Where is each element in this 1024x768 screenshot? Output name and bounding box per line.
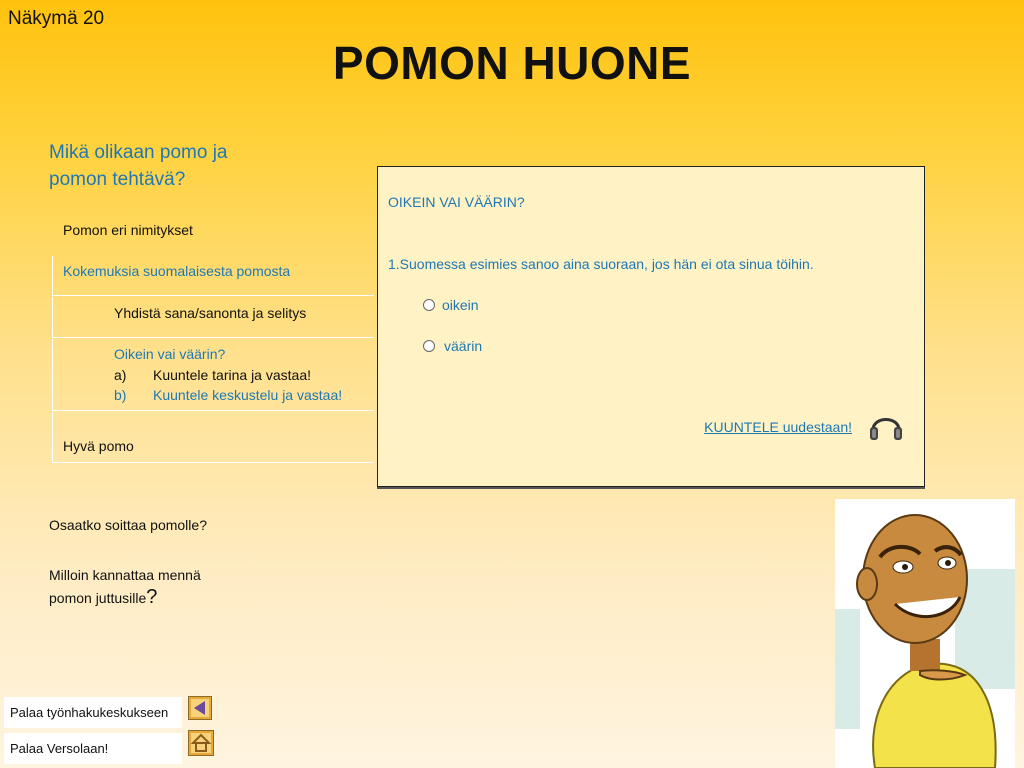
- home-icon[interactable]: [188, 730, 212, 754]
- page-title: POMON HUONE: [332, 37, 692, 89]
- headphones-icon[interactable]: [867, 408, 905, 444]
- view-number: Näkymä 20: [8, 8, 105, 29]
- sub-item-dialogue[interactable]: [114, 387, 343, 403]
- sub-item-marker: a): [114, 367, 127, 383]
- menu-item-label: Oikein vai väärin?: [114, 346, 226, 362]
- sub-item-label: Kuuntele keskustelu ja vastaa!: [153, 387, 343, 403]
- back-to-versola-link[interactable]: Palaa Versolaan!: [4, 733, 182, 764]
- menu-item-match-words[interactable]: [52, 297, 374, 338]
- when-visit-boss-question[interactable]: [49, 564, 201, 609]
- intro-line-1: Mikä olikaan pomo ja: [49, 142, 228, 163]
- menu-item-experiences[interactable]: [52, 256, 374, 296]
- quiz-panel: [377, 166, 925, 487]
- question-mark: ?: [146, 586, 158, 608]
- sub-item-label: Kuuntele tarina ja vastaa!: [153, 367, 311, 383]
- boss-illustration: [835, 499, 1015, 768]
- call-boss-question[interactable]: Osaatko soittaa pomolle?: [49, 517, 207, 533]
- answer-false-option[interactable]: [423, 338, 482, 354]
- menu-item-label: Hyvä pomo: [63, 438, 134, 454]
- back-arrow-icon[interactable]: [188, 696, 212, 720]
- question-line-1: Milloin kannattaa mennä: [49, 567, 201, 583]
- listen-again-link[interactable]: KUUNTELE uudestaan!: [704, 419, 852, 435]
- quiz-question: 1.Suomessa esimies sanoo aina suoraan, jos hän ei ota sinua töihin.: [388, 256, 814, 272]
- menu-item-label: Kokemuksia suomalaisesta pomosta: [63, 263, 291, 279]
- radio-button-false[interactable]: [423, 340, 435, 352]
- intro-question: [49, 139, 227, 193]
- answer-true-option[interactable]: [423, 297, 479, 313]
- quiz-header: OIKEIN VAI VÄÄRIN?: [388, 194, 525, 210]
- radio-button-true[interactable]: [423, 299, 435, 311]
- sub-item-marker: b): [114, 387, 127, 403]
- sub-item-story[interactable]: [114, 367, 311, 383]
- answer-false-label: väärin: [444, 338, 483, 354]
- answer-true-label: oikein: [442, 297, 479, 313]
- menu-item-boss-titles[interactable]: [52, 216, 374, 256]
- question-line-2: pomon juttusille: [49, 590, 147, 606]
- menu-item-true-false: [52, 339, 374, 411]
- menu-item-label: Yhdistä sana/sanonta ja selitys: [114, 305, 307, 321]
- menu-item-good-boss[interactable]: [52, 412, 374, 463]
- intro-line-2: pomon tehtävä?: [49, 169, 186, 190]
- menu-item-label: Pomon eri nimitykset: [63, 222, 193, 238]
- back-to-jobcenter-link[interactable]: Palaa työnhakukeskukseen: [4, 697, 182, 728]
